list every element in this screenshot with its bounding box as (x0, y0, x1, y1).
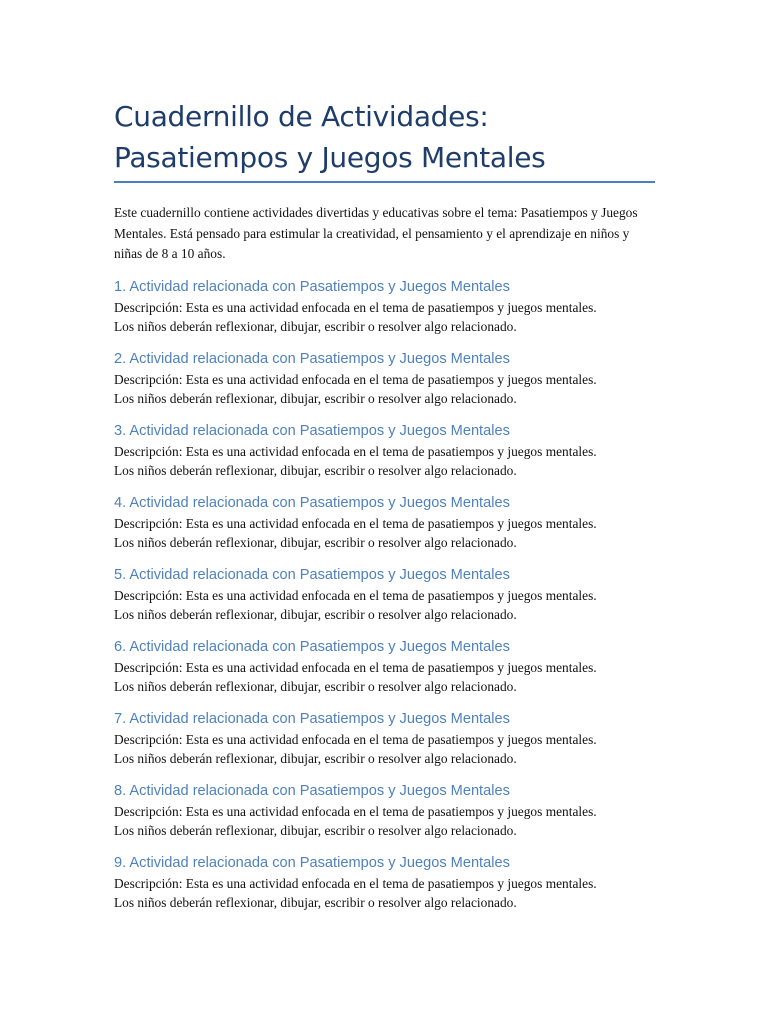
activity-description-line2: Los niños deberán reflexionar, dibujar, escribir o resolver algo relacionado. (114, 607, 517, 622)
activity-description-line2: Los niños deberán reflexionar, dibujar, escribir o resolver algo relacionado. (114, 751, 517, 766)
activity-description-line1: Descripción: Esta es una actividad enfocada en el tema de pasatiempos y juegos mentales. (114, 875, 597, 891)
activity-description (114, 874, 655, 913)
activity-description-line1: Descripción: Esta es una actividad enfocada en el tema de pasatiempos y juegos mentales. (114, 371, 597, 387)
activity-heading: 5. Actividad relacionada con Pasatiempos y Juegos Mentales (114, 566, 510, 583)
activity-description (114, 586, 655, 625)
document-title-line1: Cuadernillo de Actividades: (114, 100, 489, 133)
activity-heading: 1. Actividad relacionada con Pasatiempos y Juegos Mentales (114, 278, 510, 295)
activity-section (114, 565, 655, 625)
activity-description (114, 514, 655, 553)
activity-description-line1: Descripción: Esta es una actividad enfocada en el tema de pasatiempos y juegos mentales. (114, 803, 597, 819)
activity-description-line2: Los niños deberán reflexionar, dibujar, escribir o resolver algo relacionado. (114, 895, 517, 910)
activity-description-line2: Los niños deberán reflexionar, dibujar, escribir o resolver algo relacionado. (114, 463, 517, 478)
activity-section (114, 493, 655, 553)
activity-description-line2: Los niños deberán reflexionar, dibujar, escribir o resolver algo relacionado. (114, 391, 517, 406)
activity-heading: 4. Actividad relacionada con Pasatiempos y Juegos Mentales (114, 494, 510, 511)
activity-section (114, 709, 655, 769)
activity-section (114, 277, 655, 337)
activity-description-line2: Los niños deberán reflexionar, dibujar, escribir o resolver algo relacionado. (114, 535, 517, 550)
activity-description (114, 370, 655, 409)
intro-paragraph: Este cuadernillo contiene actividades divertidas y educativas sobre el tema: Pasatiempos y Juegos Mentales. Está pensado para estimular la creatividad, el pensamiento y el aprendizaje en niños y niñas de 8 a 10 años. (114, 205, 638, 261)
activity-description-line1: Descripción: Esta es una actividad enfocada en el tema de pasatiempos y juegos mentales. (114, 731, 597, 747)
activity-description-line2: Los niños deberán reflexionar, dibujar, escribir o resolver algo relacionado. (114, 823, 517, 838)
activity-description-line1: Descripción: Esta es una actividad enfocada en el tema de pasatiempos y juegos mentales. (114, 587, 597, 603)
activity-description (114, 802, 655, 841)
activity-description (114, 730, 655, 769)
activity-section (114, 781, 655, 841)
activity-description-line1: Descripción: Esta es una actividad enfocada en el tema de pasatiempos y juegos mentales. (114, 299, 597, 315)
activity-description (114, 298, 655, 337)
activity-description-line1: Descripción: Esta es una actividad enfocada en el tema de pasatiempos y juegos mentales. (114, 443, 597, 459)
activity-description-line2: Los niños deberán reflexionar, dibujar, escribir o resolver algo relacionado. (114, 319, 517, 334)
document-title (114, 96, 655, 178)
activity-heading: 9. Actividad relacionada con Pasatiempos y Juegos Mentales (114, 854, 510, 871)
activity-section (114, 349, 655, 409)
activity-section (114, 637, 655, 697)
title-divider (114, 181, 655, 183)
activity-heading: 8. Actividad relacionada con Pasatiempos y Juegos Mentales (114, 782, 510, 799)
document-page (114, 96, 655, 913)
activity-heading: 3. Actividad relacionada con Pasatiempos y Juegos Mentales (114, 422, 510, 439)
activity-section (114, 421, 655, 481)
activity-list (114, 277, 655, 913)
activity-heading: 6. Actividad relacionada con Pasatiempos y Juegos Mentales (114, 638, 510, 655)
activity-heading: 7. Actividad relacionada con Pasatiempos y Juegos Mentales (114, 710, 510, 727)
activity-description-line1: Descripción: Esta es una actividad enfocada en el tema de pasatiempos y juegos mentales. (114, 515, 597, 531)
activity-section (114, 853, 655, 913)
activity-description-line2: Los niños deberán reflexionar, dibujar, escribir o resolver algo relacionado. (114, 679, 517, 694)
activity-description-line1: Descripción: Esta es una actividad enfocada en el tema de pasatiempos y juegos mentales. (114, 659, 597, 675)
activity-description (114, 442, 655, 481)
document-title-line2: Pasatiempos y Juegos Mentales (114, 141, 546, 174)
activity-description (114, 658, 655, 697)
activity-heading: 2. Actividad relacionada con Pasatiempos y Juegos Mentales (114, 350, 510, 367)
